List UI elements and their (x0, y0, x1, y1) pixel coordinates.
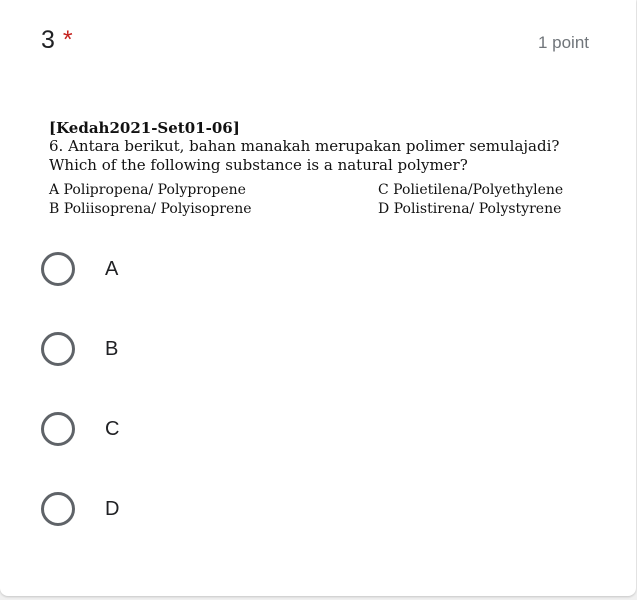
radio-button-d[interactable] (41, 492, 75, 526)
option-b[interactable] (41, 329, 119, 369)
option-label-b: B (105, 337, 119, 360)
radio-button-c[interactable] (41, 412, 75, 446)
question-image (49, 119, 589, 219)
option-c[interactable] (41, 409, 119, 449)
image-choice-d: D Polistirena/ Polystyrene (378, 201, 562, 217)
option-label-c: C (105, 417, 120, 440)
radio-options (41, 249, 119, 569)
image-choice-b: B Poliisoprena/ Polyisoprene (49, 201, 252, 217)
question-text-malay: 6. Antara berikut, bahan manakah merupakan polimer semulajadi? (49, 137, 560, 155)
required-asterisk: * (62, 26, 73, 54)
question-number: 3 (41, 26, 55, 54)
question-text-english: Which of the following substance is a natural polymer? (49, 156, 468, 174)
option-label-d: D (105, 497, 120, 520)
question-image-choices (49, 181, 589, 219)
option-d[interactable] (41, 489, 119, 529)
question-code: [Kedah2021-Set01-06] (49, 119, 240, 137)
option-a[interactable] (41, 249, 119, 289)
image-choice-a: A Polipropena/ Polypropene (49, 182, 246, 198)
image-choice-c: C Polietilena/Polyethylene (378, 182, 564, 198)
option-label-a: A (105, 257, 119, 280)
radio-button-a[interactable] (41, 252, 75, 286)
question-points: 1 point (537, 33, 589, 52)
question-header (41, 26, 73, 54)
radio-button-b[interactable] (41, 332, 75, 366)
